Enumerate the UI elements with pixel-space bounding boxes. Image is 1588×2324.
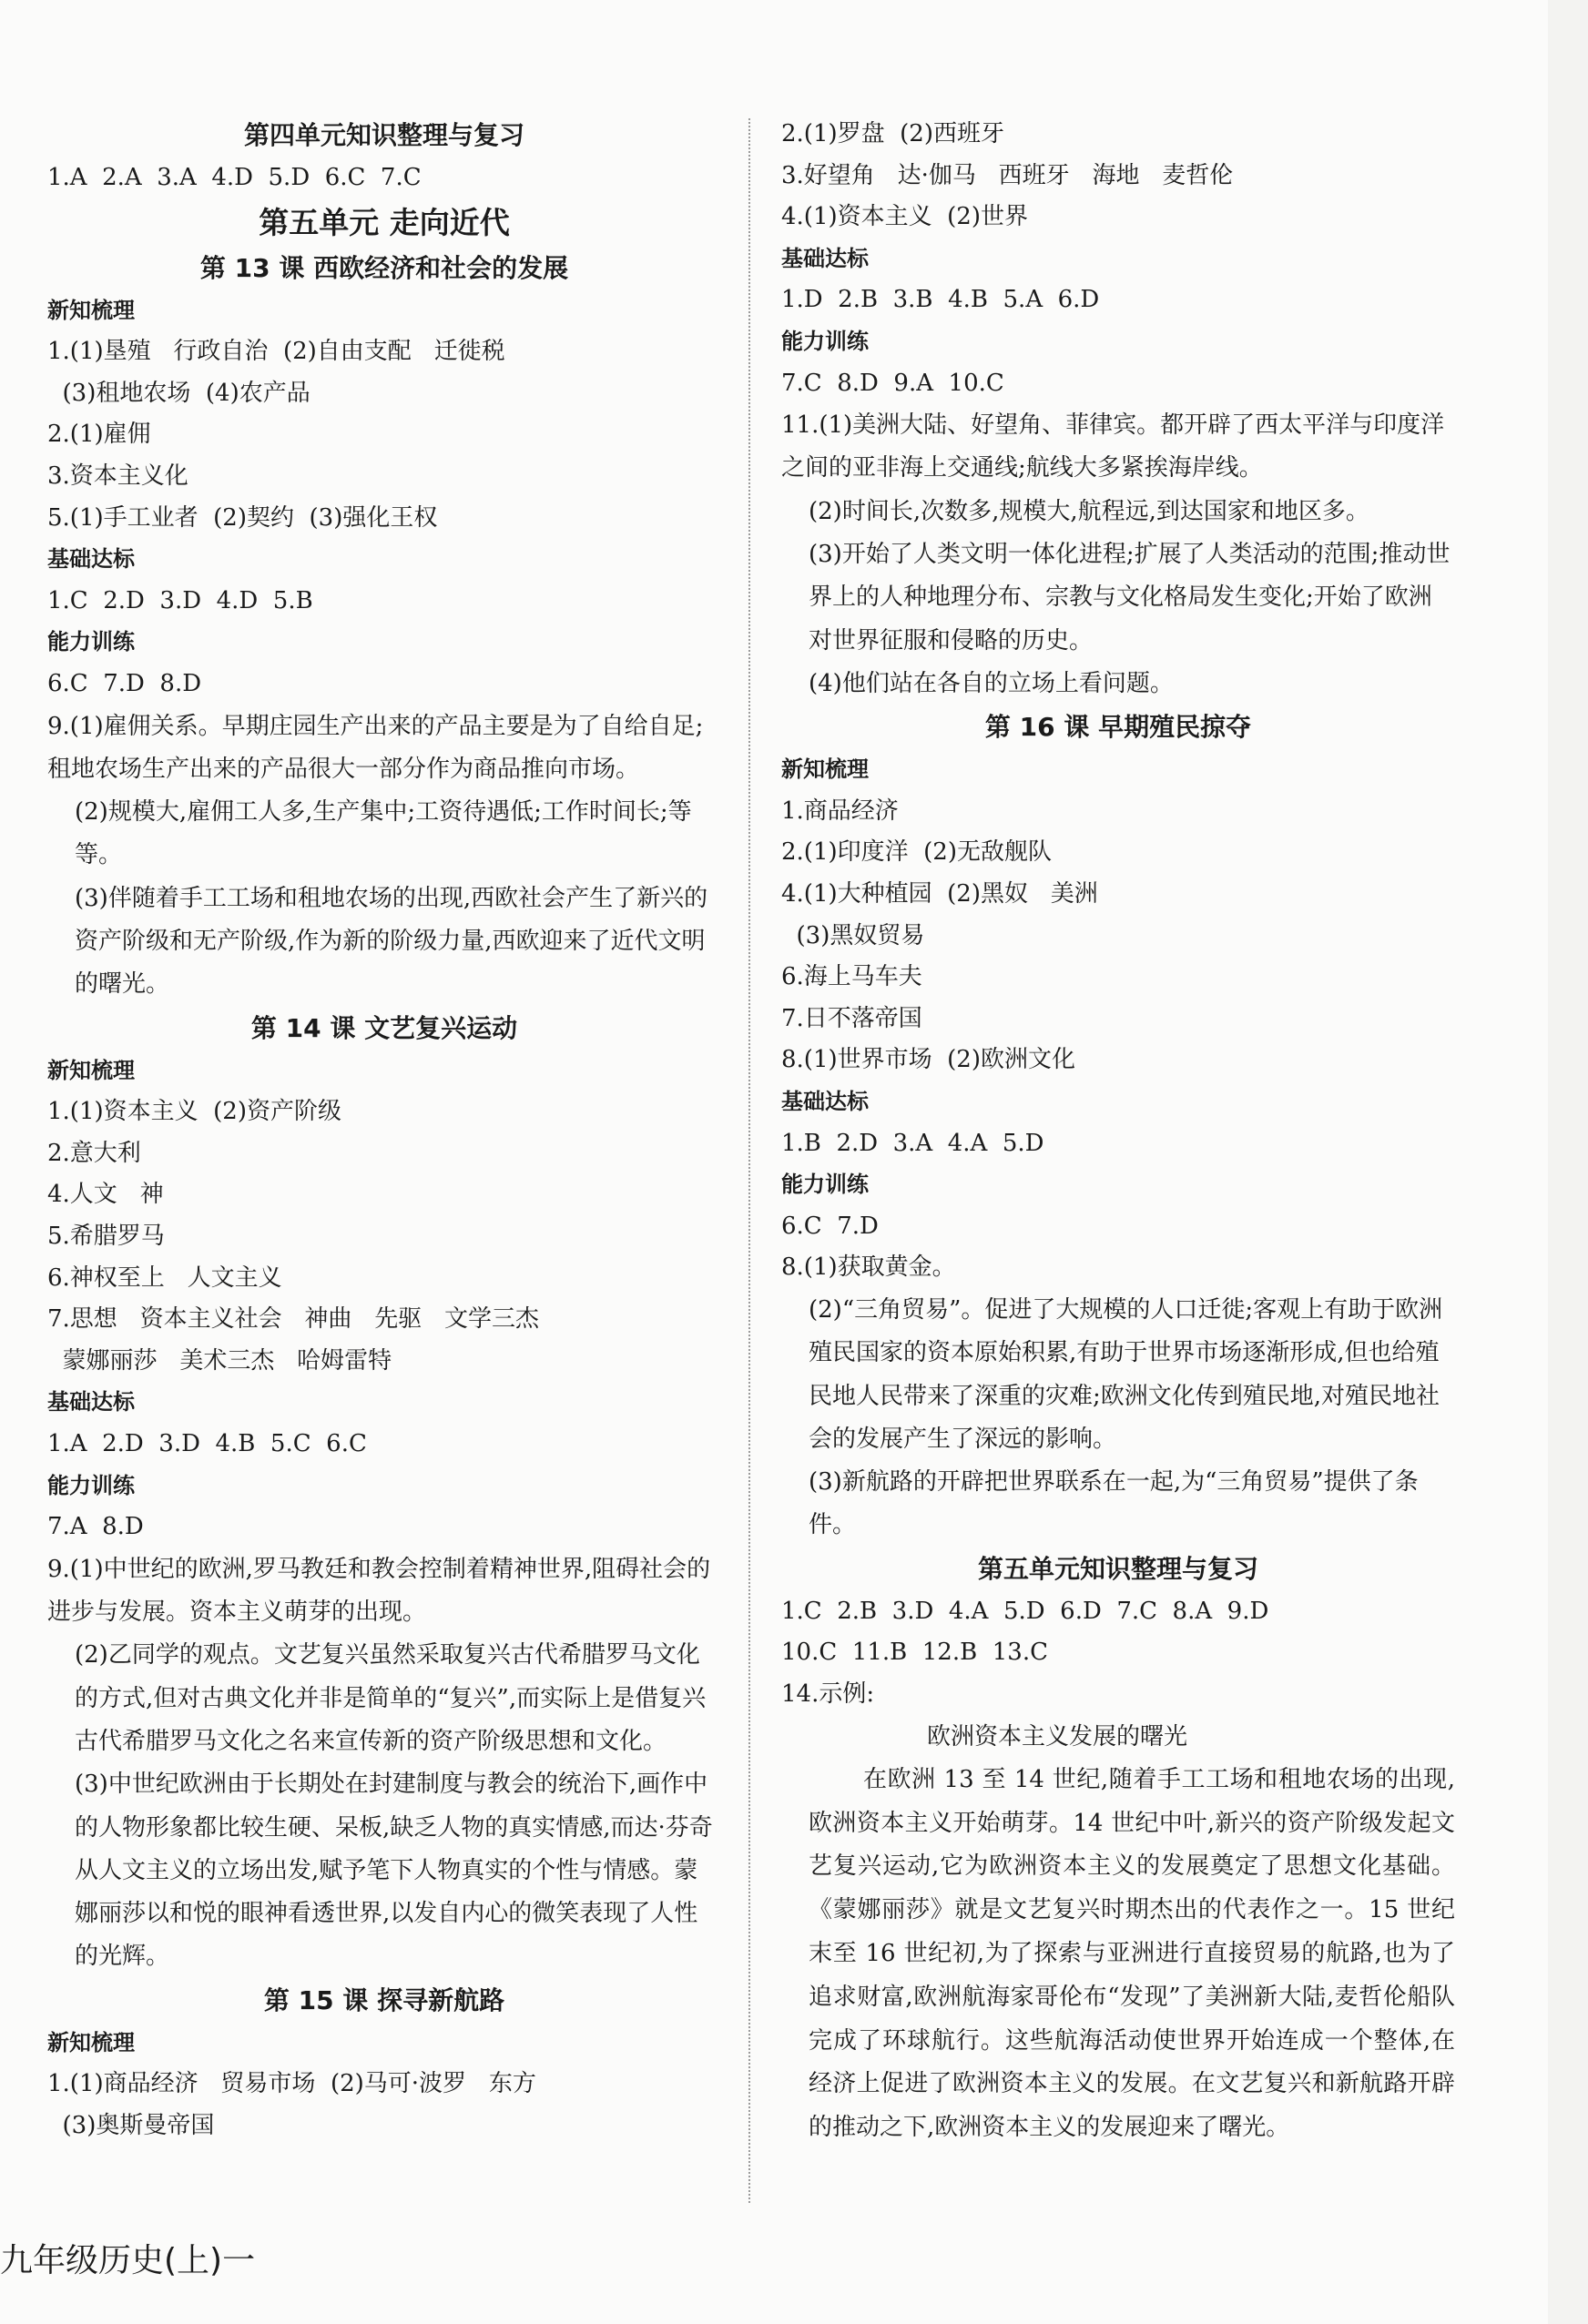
answer-line: 1.D 2.B 3.B 4.B 5.A 6.D — [781, 286, 1100, 314]
answer-line: 8.(1)获取黄金。 — [781, 1253, 956, 1282]
answer-line: 1.(1)垦殖 行政自治 (2)自由支配 迁徙税 — [47, 338, 505, 366]
subsection-heading: 新知梳理 — [781, 756, 869, 783]
essay-body: 在欧洲 13 至 14 世纪,随着手工工场和租地农场的出现,欧洲资本主义开始萌芽。14 世纪中叶,新兴的资产阶级发起文艺复兴运动,它为欧洲资本主义的发展奠定了思想文化基础。《蒙娜丽莎》就是文艺复兴时期杰出的代表作之一。15 世纪末至 16 世纪初,为了探索与亚洲进行直接贸易的航路,也为了追求财富,欧洲航海家哥伦布“发现”了美洲新大陆,麦哲伦船队完成了环球航行。这些航海活动使世界开始连成一个整体,在经济上促进了欧洲资本主义的发展。在文艺复兴和新航路开辟的推动之下,欧洲资本主义的发展迎来了曙光。 — [809, 1765, 1455, 2142]
answer-line: 蒙娜丽莎 美术三杰 哈姆雷特 — [47, 1346, 392, 1375]
answer-line: 2.(1)雇佣 — [47, 421, 151, 449]
answer-line: 1.A 2.A 3.A 4.D 5.D 6.C 7.C — [47, 164, 422, 191]
answer-paragraph: 9.(1)雇佣关系。早期庄园生产出来的产品主要是为了自给自足;租地农场生产出来的产品很大一部分作为商品推向市场。 — [47, 712, 704, 783]
answer-line: 1.(1)商品经济 贸易市场 (2)马可·波罗 东方 — [47, 2070, 536, 2098]
answer-paragraph: (2)乙同学的观点。文艺复兴虽然采取复兴古代希腊罗马文化的方式,但对古典文化并非是简单的“复兴”,而实际上是借复兴古代希腊罗马文化之名来宣传新的资产阶级思想和文化。 — [75, 1641, 707, 1755]
section-title: 第 15 课 探寻新航路 — [263, 1984, 505, 2015]
answer-line: 1.C 2.B 3.D 4.A 5.D 6.D 7.C 8.A 9.D — [781, 1597, 1269, 1625]
answer-line: 3.资本主义化 — [47, 462, 188, 490]
answer-line: 4.(1)大种植园 (2)黑奴 美洲 — [781, 880, 1098, 908]
subsection-heading: 能力训练 — [47, 629, 135, 655]
answer-line: 8.(1)世界市场 (2)欧洲文化 — [781, 1046, 1075, 1074]
section-title: 第 16 课 早期殖民掠夺 — [984, 712, 1252, 743]
subsection-heading: 基础达标 — [781, 1088, 869, 1114]
subsection-heading: 新知梳理 — [47, 297, 135, 323]
answer-paragraph: (2)“三角贸易”。促进了大规模的人口迁徙;客观上有助于欧洲殖民国家的资本原始积累,有助于世界市场逐渐形成,但也给殖民地人民带来了深重的灾难;欧洲文化传到殖民地,对殖民地社会的发展产生了深远的影响。 — [809, 1295, 1443, 1453]
answer-line: 3.好望角 达·伽马 西班牙 海地 麦哲伦 — [781, 161, 1234, 189]
answer-paragraph: (3)中世纪欧洲由于长期处在封建制度与教会的统治下,画作中的人物形象都比较生硬、呆板,缺乏人物的真实情感,而达·芬奇从人文主义的立场出发,赋予笔下人物真实的个性与情感。蒙娜丽莎以和悦的眼神看透世界,以发自内心的微笑表现了人性的光辉。 — [75, 1771, 713, 1971]
column-divider — [748, 118, 750, 2203]
answer-line: 10.C 11.B 12.B 13.C — [781, 1639, 1048, 1667]
answer-paragraph: 11.(1)美洲大陆、好望角、菲律宾。都开辟了西太平洋与印度洋之间的亚非海上交通线;航线大多紧挨海岸线。 — [781, 411, 1445, 482]
answer-line: 7.C 8.D 9.A 10.C — [781, 369, 1004, 397]
answer-paragraph: (3)开始了人类文明一体化进程;扩展了人类活动的范围;推动世界上的人种地理分布、宗教与文化格局发生变化;开始了欧洲对世界征服和侵略的历史。 — [809, 541, 1451, 655]
answer-line: 2.(1)罗盘 (2)西班牙 — [781, 120, 1004, 147]
answer-line: 6.海上马车夫 — [781, 963, 922, 991]
answer-line: 4.人文 神 — [47, 1181, 164, 1209]
answer-line: 6.C 7.D — [781, 1212, 879, 1240]
answer-line: 1.(1)资本主义 (2)资产阶级 — [47, 1098, 341, 1126]
unit-title: 第五单元 走向近代 — [259, 204, 510, 240]
essay-title: 欧洲资本主义发展的曙光 — [927, 1722, 1188, 1751]
answer-line: 6.神权至上 人文主义 — [47, 1263, 282, 1292]
subsection-heading: 能力训练 — [781, 328, 869, 354]
answer-line: (3)黑奴贸易 — [781, 921, 925, 949]
answer-line: 7.日不落帝国 — [781, 1004, 922, 1032]
answer-paragraph: (3)伴随着手工工场和租地农场的出现,西欧社会产生了新兴的资产阶级和无产阶级,作为新的阶级力量,西欧迎来了近代文明的曙光。 — [75, 884, 708, 999]
answer-line: 5.(1)手工业者 (2)契约 (3)强化王权 — [47, 503, 438, 532]
answer-paragraph: (2)时间长,次数多,规模大,航程远,到达国家和地区多。 — [809, 497, 1369, 525]
subsection-heading: 能力训练 — [781, 1172, 869, 1198]
answer-line: 1.商品经济 — [781, 797, 899, 825]
answer-line: 14.示例: — [781, 1680, 875, 1708]
answer-paragraph: 9.(1)中世纪的欧洲,罗马教廷和教会控制着精神世界,阻碍社会的进步与发展。资本主义萌芽的出现。 — [47, 1555, 711, 1627]
answer-paragraph: (4)他们站在各自的立场上看问题。 — [809, 669, 1174, 697]
answer-line: 2.(1)印度洋 (2)无敌舰队 — [781, 838, 1052, 867]
answer-line: 1.A 2.D 3.D 4.B 5.C 6.C — [47, 1429, 367, 1457]
answer-line: 4.(1)资本主义 (2)世界 — [781, 203, 1028, 231]
answer-line: 2.意大利 — [47, 1139, 141, 1167]
subsection-heading: 基础达标 — [47, 546, 135, 573]
answer-line: 6.C 7.D 8.D — [47, 669, 202, 697]
subsection-heading: 基础达标 — [781, 245, 869, 271]
answer-line: 7.A 8.D — [47, 1513, 144, 1541]
answer-line: 1.B 2.D 3.A 4.A 5.D — [781, 1129, 1044, 1157]
page-footer: 九年级历史(上)一 — [0, 2242, 256, 2279]
answer-line: 5.希腊罗马 — [47, 1222, 165, 1250]
answer-line: (3)租地农场 (4)农产品 — [47, 379, 310, 407]
right-column — [781, 114, 1455, 2150]
subsection-heading: 新知梳理 — [47, 2029, 135, 2055]
answer-line: 1.C 2.D 3.D 4.D 5.B — [47, 586, 313, 614]
subsection-heading: 能力训练 — [47, 1472, 135, 1498]
section-title: 第 13 课 西欧经济和社会的发展 — [199, 252, 569, 283]
section-title: 第 14 课 文艺复兴运动 — [250, 1012, 518, 1043]
answer-paragraph: (3)新航路的开辟把世界联系在一起,为“三角贸易”提供了条件。 — [809, 1468, 1419, 1539]
answer-line: 7.思想 资本主义社会 神曲 先驱 文学三杰 — [47, 1305, 539, 1334]
answer-paragraph: (2)规模大,雇佣工人多,生产集中;工资待遇低;工作时间长;等等。 — [75, 798, 692, 869]
subsection-heading: 新知梳理 — [47, 1057, 135, 1083]
section-title: 第四单元知识整理与复习 — [243, 120, 524, 150]
left-column — [47, 114, 721, 2146]
section-title: 第五单元知识整理与复习 — [977, 1553, 1258, 1584]
answer-line: (3)奥斯曼帝国 — [47, 2111, 215, 2139]
subsection-heading: 基础达标 — [47, 1389, 135, 1416]
